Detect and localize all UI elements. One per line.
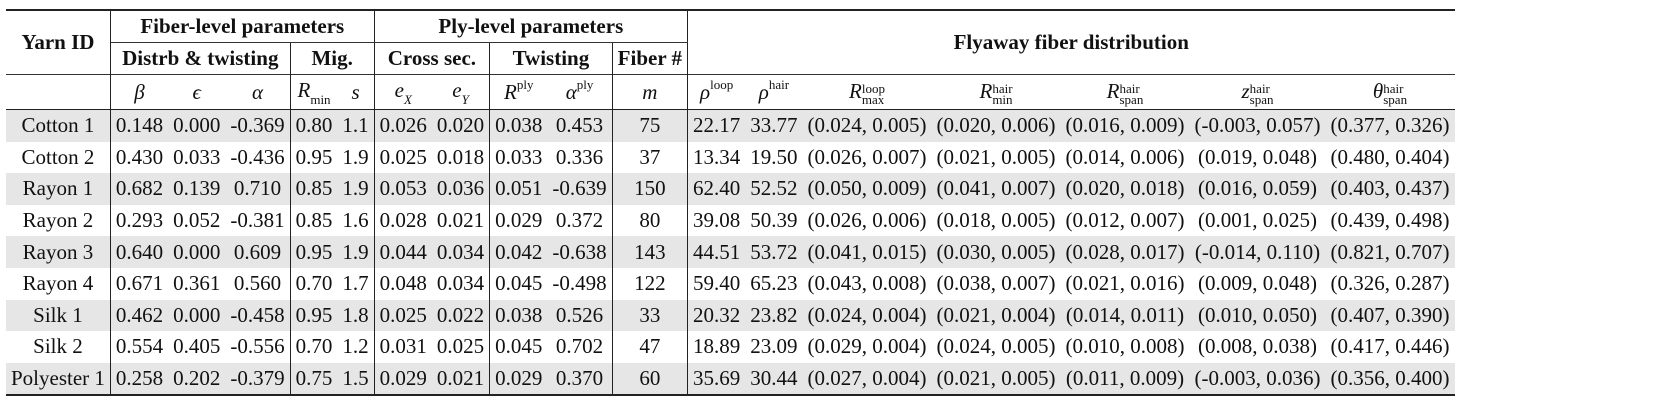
rho-loop-sup: loop — [710, 77, 734, 92]
value-cell: 0.640 — [110, 236, 168, 268]
value-cell: 22.17 — [688, 110, 746, 142]
ey-sub: Y — [461, 92, 469, 108]
value-cell: 0.031 — [379, 334, 427, 359]
value-cell: 0.028 — [379, 208, 427, 233]
fiber-count-header: Fiber # — [612, 43, 687, 75]
value-cell: (0.403, 0.437) — [1326, 173, 1455, 205]
table-row — [6, 173, 1455, 205]
value-cell: 0.034 — [432, 236, 490, 268]
value-cell: 150 — [612, 173, 687, 205]
yarn-id-cell: Rayon 2 — [6, 205, 110, 237]
value-cell: 122 — [612, 268, 687, 300]
value-cell: (0.018, 0.005) — [936, 208, 1056, 233]
value-cell: 0.045 — [495, 334, 543, 359]
value-cell: 0.048 — [379, 271, 427, 296]
value-cell: (0.008, 0.038) — [1198, 334, 1317, 359]
value-cell: 0.020 — [432, 110, 490, 142]
value-cell: 60 — [612, 363, 687, 396]
value-cell: -0.436 — [225, 142, 290, 174]
value-cell: 37 — [612, 142, 687, 174]
value-cell: 0.75 — [290, 363, 337, 396]
value-cell: 0.029 — [374, 363, 432, 396]
value-cell: (0.026, 0.006) — [807, 208, 927, 233]
value-cell: (0.016, 0.059) — [1190, 173, 1326, 205]
alpha-symbol-text: α — [252, 79, 264, 104]
value-cell: 0.453 — [547, 110, 612, 142]
value-cell: 0.053 — [374, 173, 432, 205]
value-cell: 20.32 — [688, 300, 746, 332]
value-cell: 53.72 — [745, 236, 802, 268]
value-cell: 0.042 — [490, 236, 548, 268]
value-cell: (0.043, 0.008) — [807, 271, 927, 296]
value-cell: 0.029 — [495, 208, 543, 233]
value-cell: (0.480, 0.404) — [1330, 144, 1450, 169]
value-cell: (0.417, 0.446) — [1330, 334, 1450, 359]
theta-span-hair-sub: span — [1383, 91, 1408, 107]
rho-hair-symbol — [745, 75, 802, 110]
value-cell: (0.024, 0.004) — [803, 300, 932, 332]
value-cell: 33.77 — [745, 110, 802, 142]
value-cell: 0.036 — [432, 173, 490, 205]
value-cell: -0.369 — [225, 110, 290, 142]
value-cell: 0.372 — [547, 205, 612, 237]
ply-level-header: Ply-level parameters — [374, 10, 687, 43]
m-symbol — [612, 75, 687, 110]
value-cell: 0.000 — [168, 300, 225, 332]
value-cell: (0.010, 0.008) — [1065, 334, 1185, 359]
ex-symbol — [374, 75, 432, 110]
value-cell: -0.639 — [547, 173, 612, 205]
table-row — [6, 363, 1455, 396]
value-cell: 0.85 — [295, 208, 333, 233]
value-cell: 0.702 — [547, 331, 612, 363]
beta-symbol — [110, 75, 168, 110]
value-cell: (-0.014, 0.110) — [1190, 236, 1326, 268]
value-cell: (0.041, 0.007) — [932, 173, 1061, 205]
value-cell: 0.000 — [168, 236, 225, 268]
rspan-hair-base: R — [1106, 79, 1120, 104]
value-cell: 0.85 — [290, 173, 337, 205]
ey-symbol — [432, 75, 490, 110]
value-cell: (0.011, 0.009) — [1061, 363, 1190, 396]
value-cell: (0.012, 0.007) — [1065, 208, 1185, 233]
table-row — [6, 331, 1455, 363]
table-row — [6, 268, 1455, 300]
value-cell: 0.430 — [115, 144, 164, 169]
value-cell: (0.021, 0.016) — [1065, 271, 1185, 296]
value-cell: 0.609 — [225, 236, 290, 268]
rho-hair-sup: hair — [768, 77, 790, 92]
rho-loop-symbol — [688, 75, 746, 110]
rmin-sub: min — [310, 92, 331, 108]
value-cell: 1.9 — [337, 142, 374, 174]
epsilon-symbol — [168, 75, 225, 110]
rply-base: R — [504, 80, 517, 104]
value-cell: (-0.003, 0.057) — [1190, 110, 1326, 142]
value-cell: -0.638 — [547, 236, 612, 268]
value-cell: 23.82 — [745, 300, 802, 332]
value-cell: 143 — [612, 236, 687, 268]
s-symbol — [337, 75, 374, 110]
value-cell: 52.52 — [745, 173, 802, 205]
value-cell: 33 — [612, 300, 687, 332]
yarn-id-cell: Rayon 1 — [6, 173, 110, 205]
value-cell: 0.526 — [547, 300, 612, 332]
zspan-hair-sup: hair — [1249, 80, 1270, 96]
value-cell: -0.458 — [225, 300, 290, 332]
yarn-id-symbol-cell — [6, 75, 110, 110]
yarn-id-cell: Silk 2 — [6, 331, 110, 363]
cross-section-header: Cross sec. — [374, 43, 490, 75]
value-cell: -0.381 — [225, 205, 290, 237]
beta-symbol-text: β — [134, 79, 145, 104]
value-cell: 50.39 — [750, 208, 798, 233]
value-cell: 0.033 — [173, 144, 221, 169]
value-cell: 0.148 — [110, 110, 168, 142]
rmin-hair-symbol — [932, 75, 1061, 110]
value-cell: (0.377, 0.326) — [1326, 110, 1455, 142]
ex-base: e — [394, 77, 404, 102]
value-cell: 0.258 — [110, 363, 168, 396]
yarn-id-cell: Polyester 1 — [6, 363, 110, 396]
value-cell: 0.021 — [432, 205, 490, 237]
value-cell: 0.70 — [295, 334, 333, 359]
theta-span-hair-sup: hair — [1383, 80, 1404, 96]
zspan-hair-sub: span — [1249, 91, 1274, 107]
value-cell: 1.6 — [337, 205, 374, 237]
value-cell: 0.045 — [495, 271, 543, 296]
value-cell: 0.029 — [490, 363, 548, 396]
value-cell: (0.326, 0.287) — [1330, 271, 1450, 296]
value-cell: (-0.003, 0.036) — [1190, 363, 1326, 396]
value-cell: 1.5 — [337, 363, 374, 396]
yarn-id-header: Yarn ID — [6, 10, 110, 75]
alpha-ply-sup: ply — [576, 77, 594, 92]
value-cell: 0.021 — [432, 363, 490, 396]
value-cell: (0.041, 0.015) — [803, 236, 932, 268]
table-row — [6, 142, 1455, 174]
value-cell: (0.029, 0.004) — [807, 334, 927, 359]
rmin-base: R — [297, 77, 311, 102]
rmin-hair-sup: hair — [992, 80, 1013, 96]
value-cell: 75 — [612, 110, 687, 142]
value-cell: (0.019, 0.048) — [1198, 144, 1317, 169]
value-cell: 62.40 — [688, 173, 746, 205]
value-cell: (0.024, 0.005) — [803, 110, 932, 142]
value-cell: 35.69 — [688, 363, 746, 396]
rmax-loop-symbol — [803, 75, 932, 110]
rmin-symbol — [290, 75, 337, 110]
value-cell: 0.682 — [110, 173, 168, 205]
yarn-id-cell: Cotton 1 — [6, 110, 110, 142]
table-row — [6, 236, 1455, 268]
yarn-id-cell: Rayon 3 — [6, 236, 110, 268]
value-cell: 1.2 — [337, 331, 374, 363]
yarn-id-cell: Cotton 2 — [6, 142, 110, 174]
yarn-id-cell: Silk 1 — [6, 300, 110, 332]
rply-sup: ply — [516, 77, 534, 92]
value-cell: 1.9 — [337, 236, 374, 268]
value-cell: (0.014, 0.011) — [1061, 300, 1190, 332]
value-cell: (0.020, 0.018) — [1061, 173, 1190, 205]
value-cell: 65.23 — [750, 271, 798, 296]
value-cell: 44.51 — [688, 236, 746, 268]
rmax-loop-sub: max — [861, 91, 885, 107]
value-cell: 0.95 — [295, 144, 333, 169]
rply-symbol — [490, 75, 548, 110]
ey-base: e — [452, 77, 462, 102]
value-cell: 0.95 — [290, 236, 337, 268]
fiber-level-header: Fiber-level parameters — [110, 10, 374, 43]
value-cell: (0.021, 0.004) — [932, 300, 1061, 332]
value-cell: 0.139 — [168, 173, 225, 205]
value-cell: 0.95 — [290, 300, 337, 332]
value-cell: 0.025 — [374, 300, 432, 332]
value-cell: -0.498 — [547, 268, 612, 300]
value-cell: 13.34 — [693, 144, 741, 169]
theta-span-hair-symbol — [1326, 75, 1455, 110]
alpha-ply-symbol — [547, 75, 612, 110]
value-cell: 0.038 — [490, 110, 548, 142]
zspan-hair-base: z — [1241, 79, 1250, 104]
value-cell: 19.50 — [750, 144, 798, 169]
twisting-header: Twisting — [490, 43, 613, 75]
rspan-hair-symbol — [1061, 75, 1190, 110]
value-cell: 1.1 — [337, 110, 374, 142]
value-cell: 0.405 — [173, 334, 221, 359]
value-cell: 59.40 — [693, 271, 741, 296]
value-cell: 0.202 — [168, 363, 225, 396]
value-cell: (0.020, 0.006) — [932, 110, 1061, 142]
m-symbol-text: m — [642, 79, 658, 104]
table-body — [6, 110, 1455, 396]
value-cell: (0.024, 0.005) — [936, 334, 1056, 359]
value-cell: (0.014, 0.006) — [1065, 144, 1185, 169]
table-row — [6, 300, 1455, 332]
value-cell: -0.379 — [225, 363, 290, 396]
value-cell: (0.028, 0.017) — [1061, 236, 1190, 268]
epsilon-symbol-text: ϵ — [192, 79, 202, 104]
value-cell: (0.821, 0.707) — [1326, 236, 1455, 268]
rmin-hair-base: R — [979, 79, 993, 104]
value-cell: 0.336 — [547, 142, 612, 174]
yarn-parameters-table — [6, 9, 1455, 396]
rho-hair-base: ρ — [758, 80, 769, 104]
value-cell: 0.70 — [295, 271, 333, 296]
value-cell: (0.001, 0.025) — [1198, 208, 1317, 233]
yarn-parameters-table-wrapper — [6, 9, 1455, 396]
value-cell: 0.026 — [374, 110, 432, 142]
value-cell: 0.671 — [115, 271, 164, 296]
value-cell: 18.89 — [693, 334, 741, 359]
table-row — [6, 205, 1455, 237]
value-cell: 0.033 — [495, 144, 543, 169]
value-cell: 0.022 — [432, 300, 490, 332]
value-cell: (0.356, 0.400) — [1326, 363, 1455, 396]
value-cell: (0.407, 0.390) — [1326, 300, 1455, 332]
value-cell: (0.027, 0.004) — [803, 363, 932, 396]
value-cell: 0.051 — [490, 173, 548, 205]
value-cell: 47 — [612, 331, 687, 363]
value-cell: (0.026, 0.007) — [807, 144, 927, 169]
migration-header: Mig. — [290, 43, 374, 75]
value-cell: 0.025 — [379, 144, 427, 169]
value-cell: 0.462 — [110, 300, 168, 332]
rmin-hair-sub: min — [992, 91, 1013, 107]
value-cell: (0.030, 0.005) — [932, 236, 1061, 268]
value-cell: (0.050, 0.009) — [803, 173, 932, 205]
rspan-hair-sup: hair — [1119, 80, 1140, 96]
value-cell: (0.009, 0.048) — [1198, 271, 1317, 296]
value-cell: 0.052 — [173, 208, 221, 233]
ex-sub: X — [403, 92, 412, 108]
value-cell: 0.044 — [374, 236, 432, 268]
value-cell: 0.560 — [225, 268, 290, 300]
value-cell: 80 — [612, 205, 687, 237]
value-cell: (0.016, 0.009) — [1061, 110, 1190, 142]
value-cell: 0.000 — [168, 110, 225, 142]
value-cell: (0.038, 0.007) — [936, 271, 1056, 296]
value-cell: (0.021, 0.005) — [932, 363, 1061, 396]
rspan-hair-sub: span — [1119, 91, 1144, 107]
rho-loop-base: ρ — [700, 80, 711, 104]
theta-span-hair-base: θ — [1372, 79, 1384, 104]
value-cell: (0.439, 0.498) — [1330, 208, 1450, 233]
value-cell: 30.44 — [745, 363, 802, 396]
value-cell: 0.025 — [432, 331, 490, 363]
value-cell: 23.09 — [750, 334, 798, 359]
value-cell: 0.038 — [490, 300, 548, 332]
value-cell: 1.9 — [337, 173, 374, 205]
value-cell: 0.018 — [432, 142, 490, 174]
table-row — [6, 110, 1455, 142]
yarn-id-cell: Rayon 4 — [6, 268, 110, 300]
value-cell: 39.08 — [693, 208, 741, 233]
value-cell: 1.7 — [337, 268, 374, 300]
distrb-twisting-header: Distrb & twisting — [110, 43, 290, 75]
value-cell: (0.010, 0.050) — [1190, 300, 1326, 332]
alpha-ply-base: α — [565, 80, 577, 104]
s-symbol-text: s — [351, 79, 360, 104]
value-cell: 0.370 — [547, 363, 612, 396]
value-cell: 0.80 — [290, 110, 337, 142]
value-cell: 0.034 — [432, 268, 490, 300]
value-cell: (0.021, 0.005) — [936, 144, 1056, 169]
value-cell: 0.361 — [173, 271, 221, 296]
value-cell: 0.710 — [225, 173, 290, 205]
alpha-symbol — [225, 75, 290, 110]
value-cell: 0.554 — [115, 334, 164, 359]
zspan-hair-symbol — [1190, 75, 1326, 110]
value-cell: 1.8 — [337, 300, 374, 332]
value-cell: 0.293 — [115, 208, 164, 233]
value-cell: -0.556 — [225, 331, 290, 363]
rmax-loop-sup: loop — [861, 80, 885, 96]
flyaway-header: Flyaway fiber distribution — [688, 10, 1455, 75]
rmax-loop-base: R — [849, 79, 862, 104]
